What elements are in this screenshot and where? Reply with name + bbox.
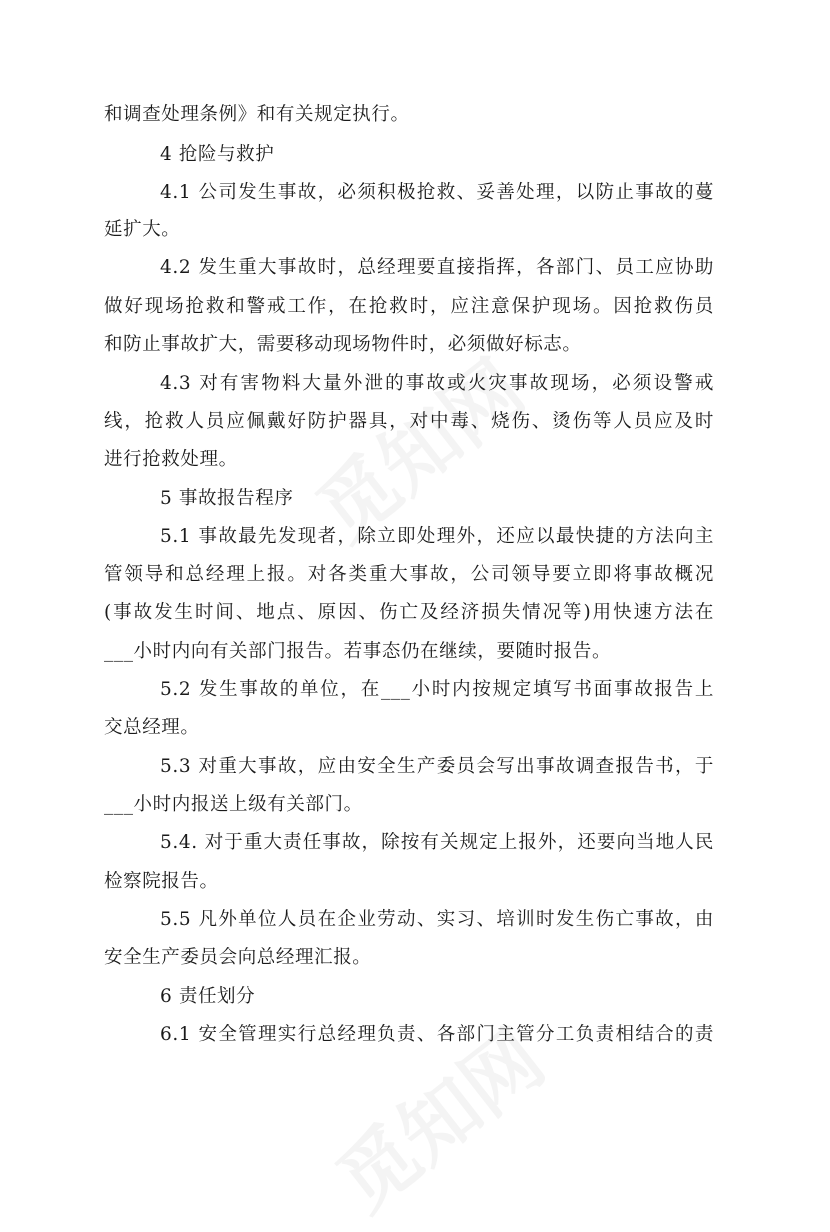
paragraph-line: 4.1 公司发生事故，必须积极抢救、妥善处理，以防止事故的蔓 <box>160 182 714 203</box>
paragraph-line: 安全生产委员会向总经理汇报。 <box>104 947 372 968</box>
paragraph-line: ___小时内向有关部门报告。若事态仍在继续，要随时报告。 <box>104 641 612 662</box>
paragraph-line: 和防止事故扩大，需要移动现场物件时，必须做好标志。 <box>104 334 582 355</box>
paragraph-line: 线，抢救人员应佩戴好防护器具，对中毒、烧伤、烫伤等人员应及时 <box>104 411 714 432</box>
paragraph-line: 5.5 凡外单位人员在企业劳动、实习、培训时发生伤亡事故，由 <box>160 909 714 930</box>
paragraph-line: 5.2 发生事故的单位，在___小时内按规定填写书面事故报告上 <box>160 679 714 700</box>
paragraph-line: 管领导和总经理上报。对各类重大事故，公司领导要立即将事故概况 <box>104 564 714 585</box>
paragraph-line: 检察院报告。 <box>104 871 219 892</box>
paragraph-line: 6.1 安全管理实行总经理负责、各部门主管分工负责相结合的责 <box>160 1024 714 1045</box>
paragraph-line: 5.4. 对于重大责任事故，除按有关规定上报外，还要向当地人民 <box>160 832 714 853</box>
section-heading: 6 责任划分 <box>160 986 256 1007</box>
section-heading: 4 抢险与救护 <box>160 144 275 165</box>
paragraph-line: 4.3 对有害物料大量外泄的事故或火灾事故现场，必须设警戒 <box>160 373 714 394</box>
paragraph-line: 做好现场抢救和警戒工作，在抢救时，应注意保护现场。因抢救伤员 <box>104 296 714 317</box>
paragraph-line: 5.1 事故最先发现者，除立即处理外，还应以最快捷的方法向主 <box>160 526 714 547</box>
section-heading: 5 事故报告程序 <box>160 488 294 509</box>
paragraph-line: ___小时内报送上级有关部门。 <box>104 794 363 815</box>
paragraph-line: 交总经理。 <box>104 717 200 738</box>
paragraph-line: 延扩大。 <box>104 219 181 240</box>
paragraph-line: 进行抢救处理。 <box>104 449 238 470</box>
paragraph-line: 4.2 发生重大事故时，总经理要直接指挥，各部门、员工应协助 <box>160 257 714 278</box>
paragraph-line: 和调查处理条例》和有关规定执行。 <box>104 104 410 125</box>
paragraph-line: (事故发生时间、地点、原因、伤亡及经济损失情况等)用快速方法在 <box>104 602 714 623</box>
paragraph-line: 5.3 对重大事故，应由安全生产委员会写出事故调查报告书，于 <box>160 756 714 777</box>
